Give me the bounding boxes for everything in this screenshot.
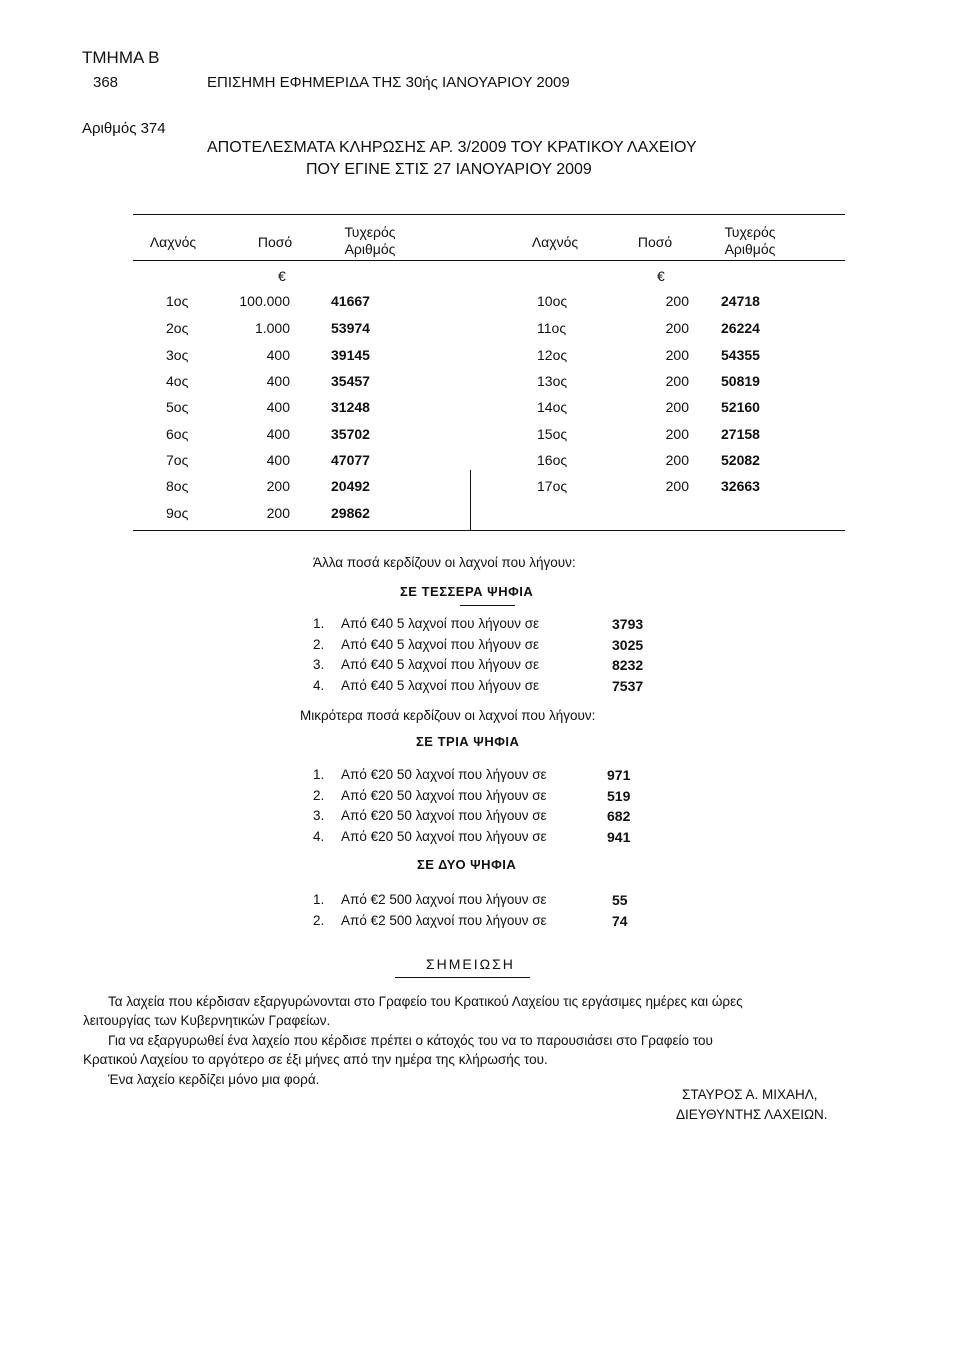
item-text: Από €2 500 λαχνοί που λήγουν σε xyxy=(341,892,547,907)
header-lucky-number xyxy=(325,224,415,258)
item-text: Από €40 5 λαχνοί που λήγουν σε xyxy=(341,636,540,652)
heading-underline xyxy=(460,605,515,606)
table-row-number: 29862 xyxy=(331,505,370,521)
document-title-line1: ΑΠΟΤΕΛΕΣΜΑΤΑ ΚΛΗΡΩΣΗΣ ΑΡ. 3/2009 ΤΟΥ ΚΡΑΤΙΚΟΥ ΛΑΧΕΙΟΥ xyxy=(207,139,697,156)
table-row-number: 24718 xyxy=(721,293,760,309)
item-text: Από €20 50 λαχνοί που λήγουν σε xyxy=(341,787,547,803)
item-text: Από €40 5 λαχνοί που λήγουν σε xyxy=(341,657,540,672)
table-row-number: 31248 xyxy=(331,399,370,415)
three-digits-heading: ΣΕ ΤΡΙΑ ΨΗΦΙΑ xyxy=(416,734,520,749)
two-digits-list xyxy=(313,890,628,931)
table-row-amount: 200 xyxy=(665,373,689,389)
header-lot-right: Λαχνός xyxy=(531,234,579,250)
table-row-amount: 200 xyxy=(665,399,689,415)
item-number: 2. xyxy=(313,912,325,928)
table-row-lot: 14ος xyxy=(537,399,568,415)
note-paragraph-1-line1: Τα λαχεία που κέρδισαν εξαργυρώνονται στο Γραφείο του Κρατικού Λαχείου τις εργάσιμες ημέρες και ώρες xyxy=(108,994,743,1009)
header-lucky-number-right xyxy=(700,224,800,258)
table-row-amount: 400 xyxy=(266,399,290,415)
table-row-lot: 10ος xyxy=(537,293,568,309)
item-number: 2. xyxy=(313,787,325,803)
list-item xyxy=(313,676,643,697)
table-row-number: 26224 xyxy=(721,320,760,336)
table-row-amount: 400 xyxy=(266,452,290,468)
list-item xyxy=(313,890,628,911)
four-digits-list xyxy=(313,614,643,696)
list-item xyxy=(313,911,628,932)
list-item xyxy=(313,786,630,807)
table-bottom-rule xyxy=(133,530,845,531)
table-row-number: 39145 xyxy=(331,347,370,363)
table-row-number: 41667 xyxy=(331,293,370,309)
note-heading: ΣΗΜΕΙΩΣΗ xyxy=(426,956,515,972)
table-row-lot: 9ος xyxy=(166,505,189,521)
table-row-amount: 200 xyxy=(665,347,689,363)
item-number: 3. xyxy=(313,808,325,823)
header-lucky-line2: Αριθμός xyxy=(344,241,396,257)
table-row-amount: 200 xyxy=(665,478,689,494)
table-row-lot: 13ος xyxy=(537,373,568,389)
two-digits-heading: ΣΕ ΔΥΟ ΨΗΦΙΑ xyxy=(417,857,517,872)
page-number: 368 xyxy=(93,74,119,91)
list-item xyxy=(313,806,630,827)
table-row-number: 27158 xyxy=(721,426,760,442)
item-value: 519 xyxy=(607,787,631,804)
table-row-lot: 3ος xyxy=(166,347,189,363)
item-value: 55 xyxy=(612,892,628,908)
item-number: 1. xyxy=(313,767,325,782)
table-row-amount: 200 xyxy=(665,426,689,442)
table-row-amount: 1.000 xyxy=(254,320,290,336)
list-item xyxy=(313,614,643,635)
table-divider xyxy=(470,470,471,530)
table-row-lot: 12ος xyxy=(537,347,568,363)
table-top-rule xyxy=(133,214,845,215)
table-row-amount: 100.000 xyxy=(239,293,290,309)
item-text: Από €20 50 λαχνοί που λήγουν σε xyxy=(341,828,547,844)
document-title-line2: ΠΟΥ ΕΓΙΝΕ ΣΤΙΣ 27 ΙΑΝΟΥΑΡΙΟΥ 2009 xyxy=(306,161,592,178)
header-amount-right: Ποσό xyxy=(637,234,673,250)
header-lot: Λαχνός xyxy=(149,234,197,250)
list-item xyxy=(313,827,630,848)
item-value: 3025 xyxy=(612,636,644,653)
table-row-number: 52082 xyxy=(721,452,760,468)
item-text: Από €20 50 λαχνοί που λήγουν σε xyxy=(341,808,547,823)
currency-symbol: € xyxy=(278,268,286,284)
item-text: Από €20 50 λαχνοί που λήγουν σε xyxy=(341,767,547,782)
table-row-number: 54355 xyxy=(721,347,760,363)
gazette-title: ΕΠΙΣΗΜΗ ΕΦΗΜΕΡΙΔΑ ΤΗΣ 30ής ΙΑΝΟΥΑΡΙΟΥ 2009 xyxy=(207,74,570,91)
item-text: Από €40 5 λαχνοί που λήγουν σε xyxy=(341,677,540,693)
three-digits-list xyxy=(313,765,630,847)
note-paragraph-2-line1: Για να εξαργυρωθεί ένα λαχείο που κέρδισε πρέπει ο κάτοχός του να το παρουσιάσει στο Γραφείο του xyxy=(108,1033,713,1048)
item-text: Από €40 5 λαχνοί που λήγουν σε xyxy=(341,616,540,631)
table-row-amount: 200 xyxy=(266,478,290,494)
note-paragraph-2-line2: Κρατικού Λαχείου το αργότερο σε έξι μήνες από την ημέρα της κλήρωσής του. xyxy=(83,1052,548,1067)
table-row-number: 35457 xyxy=(331,373,370,389)
document-number: Αριθμός 374 xyxy=(82,120,166,137)
table-row-number: 35702 xyxy=(331,426,370,442)
table-row-amount: 200 xyxy=(665,452,689,468)
table-row-number: 53974 xyxy=(331,320,370,336)
table-row-lot: 8ος xyxy=(166,478,189,494)
note-underline xyxy=(395,977,530,978)
item-value: 7537 xyxy=(612,677,644,694)
note-paragraph-1-line2: λειτουργίας των Κυβερνητικών Γραφείων. xyxy=(83,1013,331,1028)
other-prizes-intro: Άλλα ποσά κερδίζουν οι λαχνοί που λήγουν: xyxy=(313,555,576,570)
four-digits-heading: ΣΕ ΤΕΣΣΕΡΑ ΨΗΦΙΑ xyxy=(400,584,534,599)
item-value: 74 xyxy=(612,912,628,929)
table-row-lot: 1ος xyxy=(166,293,189,309)
table-row-amount: 400 xyxy=(266,347,290,363)
table-row-lot: 2ος xyxy=(166,320,189,336)
list-item xyxy=(313,765,630,786)
table-row-amount: 200 xyxy=(665,293,689,309)
header-lucky-line1: Τυχερός xyxy=(344,224,396,240)
table-row-amount: 400 xyxy=(266,426,290,442)
table-row-lot: 6ος xyxy=(166,426,189,442)
section-label: ΤΜΗΜΑ Β xyxy=(82,48,160,67)
table-row-amount: 200 xyxy=(665,320,689,336)
list-item xyxy=(313,655,643,676)
item-number: 2. xyxy=(313,636,325,652)
header-lucky-line1: Τυχερός xyxy=(724,224,776,240)
item-number: 4. xyxy=(313,677,325,693)
table-row-amount: 400 xyxy=(266,373,290,389)
table-row-amount: 200 xyxy=(266,505,290,521)
item-value: 3793 xyxy=(612,616,644,632)
signature-name: ΣΤΑΥΡΟΣ Α. ΜΙΧΑΗΛ, xyxy=(682,1087,818,1102)
item-number: 3. xyxy=(313,657,325,672)
header-lucky-line2: Αριθμός xyxy=(724,241,776,257)
table-row-number: 47077 xyxy=(331,452,370,468)
table-row-number: 52160 xyxy=(721,399,760,415)
table-row-number: 20492 xyxy=(331,478,370,494)
header-amount: Ποσό xyxy=(257,234,293,250)
table-header-rule xyxy=(133,260,845,261)
table-row-number: 32663 xyxy=(721,478,760,494)
table-row-lot: 11ος xyxy=(537,320,567,336)
signature-title: ΔΙΕΥΘΥΝΤΗΣ ΛΑΧΕΙΩΝ. xyxy=(676,1107,828,1122)
smaller-prizes-intro: Μικρότερα ποσά κερδίζουν οι λαχνοί που λήγουν: xyxy=(300,708,596,723)
list-item xyxy=(313,635,643,656)
item-value: 941 xyxy=(607,828,631,845)
table-row-lot: 4ος xyxy=(166,373,189,389)
note-paragraph-3: Ένα λαχείο κερδίζει μόνο μια φορά. xyxy=(108,1072,320,1087)
item-value: 971 xyxy=(607,767,631,783)
item-number: 1. xyxy=(313,616,325,631)
item-value: 682 xyxy=(607,808,631,824)
table-row-lot: 5ος xyxy=(166,399,189,415)
item-number: 4. xyxy=(313,828,325,844)
table-row-lot: 16ος xyxy=(537,452,568,468)
item-value: 8232 xyxy=(612,657,644,673)
item-text: Από €2 500 λαχνοί που λήγουν σε xyxy=(341,912,547,928)
table-row-lot: 17ος xyxy=(537,478,568,494)
table-row-number: 50819 xyxy=(721,373,760,389)
item-number: 1. xyxy=(313,892,325,907)
table-row-lot: 7ος xyxy=(166,452,189,468)
table-row-lot: 15ος xyxy=(537,426,568,442)
currency-symbol-right: € xyxy=(657,268,665,284)
